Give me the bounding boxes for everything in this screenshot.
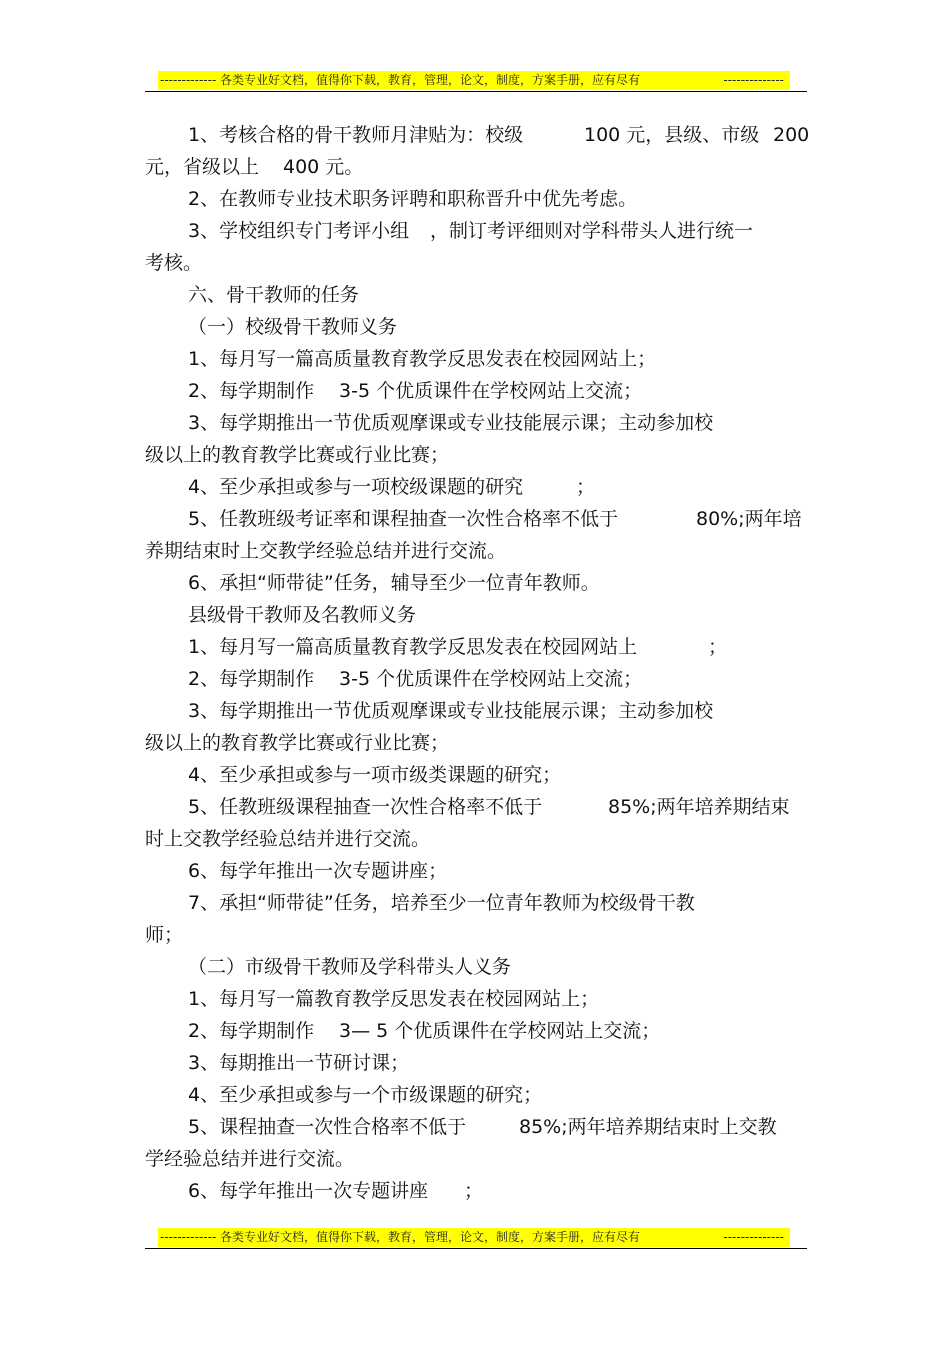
- text-segment: 2、每学期制作: [188, 668, 315, 690]
- text-segment: 1、每月写一篇高质量教育教学反思发表在校园网站上；: [188, 348, 657, 370]
- text-segment: 5、课程抽查一次性合格率不低于: [188, 1116, 467, 1138]
- text-segment: 4、至少承担或参与一个市级课题的研究；: [188, 1084, 543, 1106]
- text-segment: 85%;两年培养期结束: [608, 796, 790, 818]
- footer-dashes-left: -------------: [160, 1230, 217, 1244]
- text-segment: 4、至少承担或参与一项校级课题的研究: [188, 476, 524, 498]
- text-segment: 100 元，县级、市级: [584, 124, 760, 146]
- footer-banner: [158, 1228, 790, 1247]
- text-segment: 元，省级以上: [145, 156, 260, 178]
- text-segment: 3— 5 个优质课件在学校网站上交流；: [339, 1020, 661, 1042]
- header-dashes-right: --------------: [723, 73, 784, 87]
- text-segment: 养期结束时上交教学经验总结并进行交流。: [145, 540, 507, 562]
- text-segment: ；: [576, 476, 596, 498]
- text-segment: 3-5 个优质课件在学校网站上交流；: [339, 380, 643, 402]
- text-segment: 2、在教师专业技术职务评聘和职称晋升中优先考虑。: [188, 188, 638, 210]
- text-segment: 3、每学期推出一节优质观摩课或专业技能展示课；主动参加校: [188, 700, 714, 722]
- text-segment: 5、任教班级课程抽查一次性合格率不低于: [188, 796, 543, 818]
- text-segment: 1、每月写一篇高质量教育教学反思发表在校园网站上: [188, 636, 638, 658]
- text-segment: （一）校级骨干教师义务: [188, 316, 398, 338]
- text-segment: 3、学校组织专门考评小组: [188, 220, 410, 242]
- header-banner: [158, 71, 790, 90]
- text-segment: 85%;两年培养期结束时上交教: [519, 1116, 777, 1138]
- text-segment: 1、每月写一篇教育教学反思发表在校园网站上；: [188, 988, 600, 1010]
- text-segment: 级以上的教育教学比赛或行业比赛；: [145, 732, 450, 754]
- text-segment: ；: [708, 636, 728, 658]
- text-segment: 2、每学期制作: [188, 380, 315, 402]
- text-segment: 3、每期推出一节研讨课；: [188, 1052, 410, 1074]
- text-segment: 4、至少承担或参与一项市级类课题的研究；: [188, 764, 562, 786]
- text-segment: 80%;两年培: [696, 508, 802, 530]
- text-segment: ，制订考评细则对学科带头人进行统一: [430, 220, 754, 242]
- footer-dashes-right: --------------: [723, 1230, 784, 1244]
- text-segment: 2、每学期制作: [188, 1020, 315, 1042]
- header-rule: [145, 91, 807, 92]
- text-segment: 3-5 个优质课件在学校网站上交流；: [339, 668, 643, 690]
- footer-rule: [145, 1248, 807, 1249]
- text-segment: 3、每学期推出一节优质观摩课或专业技能展示课；主动参加校: [188, 412, 714, 434]
- footer-banner-text: 各类专业好文档，值得你下载，教育，管理，论文，制度，方案手册，应有尽有: [220, 1230, 641, 1244]
- header-banner-text: 各类专业好文档，值得你下载，教育，管理，论文，制度，方案手册，应有尽有: [220, 73, 641, 87]
- text-segment: 6、每学年推出一次专题讲座: [188, 1180, 429, 1202]
- text-segment: 400 元。: [283, 156, 364, 178]
- text-segment: （二）市级骨干教师及学科带头人义务: [188, 956, 512, 978]
- text-segment: 六、骨干教师的任务: [188, 284, 360, 306]
- text-segment: 师；: [145, 924, 184, 946]
- text-segment: 1、考核合格的骨干教师月津贴为：校级: [188, 124, 524, 146]
- text-segment: 时上交教学经验总结并进行交流。: [145, 828, 431, 850]
- text-segment: 5、任教班级考证率和课程抽查一次性合格率不低于: [188, 508, 619, 530]
- text-segment: ；: [464, 1180, 484, 1202]
- text-segment: 考核。: [145, 252, 203, 274]
- text-segment: 县级骨干教师及名教师义务: [188, 604, 417, 626]
- text-segment: 7、承担“师带徒”任务，培养至少一位青年教师为校级骨干教: [188, 892, 695, 914]
- text-segment: 200: [773, 124, 810, 146]
- text-segment: 6、每学年推出一次专题讲座；: [188, 860, 448, 882]
- header-dashes-left: -------------: [160, 73, 217, 87]
- text-segment: 学经验总结并进行交流。: [145, 1148, 355, 1170]
- text-segment: 级以上的教育教学比赛或行业比赛；: [145, 444, 450, 466]
- text-segment: 6、承担“师带徒”任务，辅导至少一位青年教师。: [188, 572, 600, 594]
